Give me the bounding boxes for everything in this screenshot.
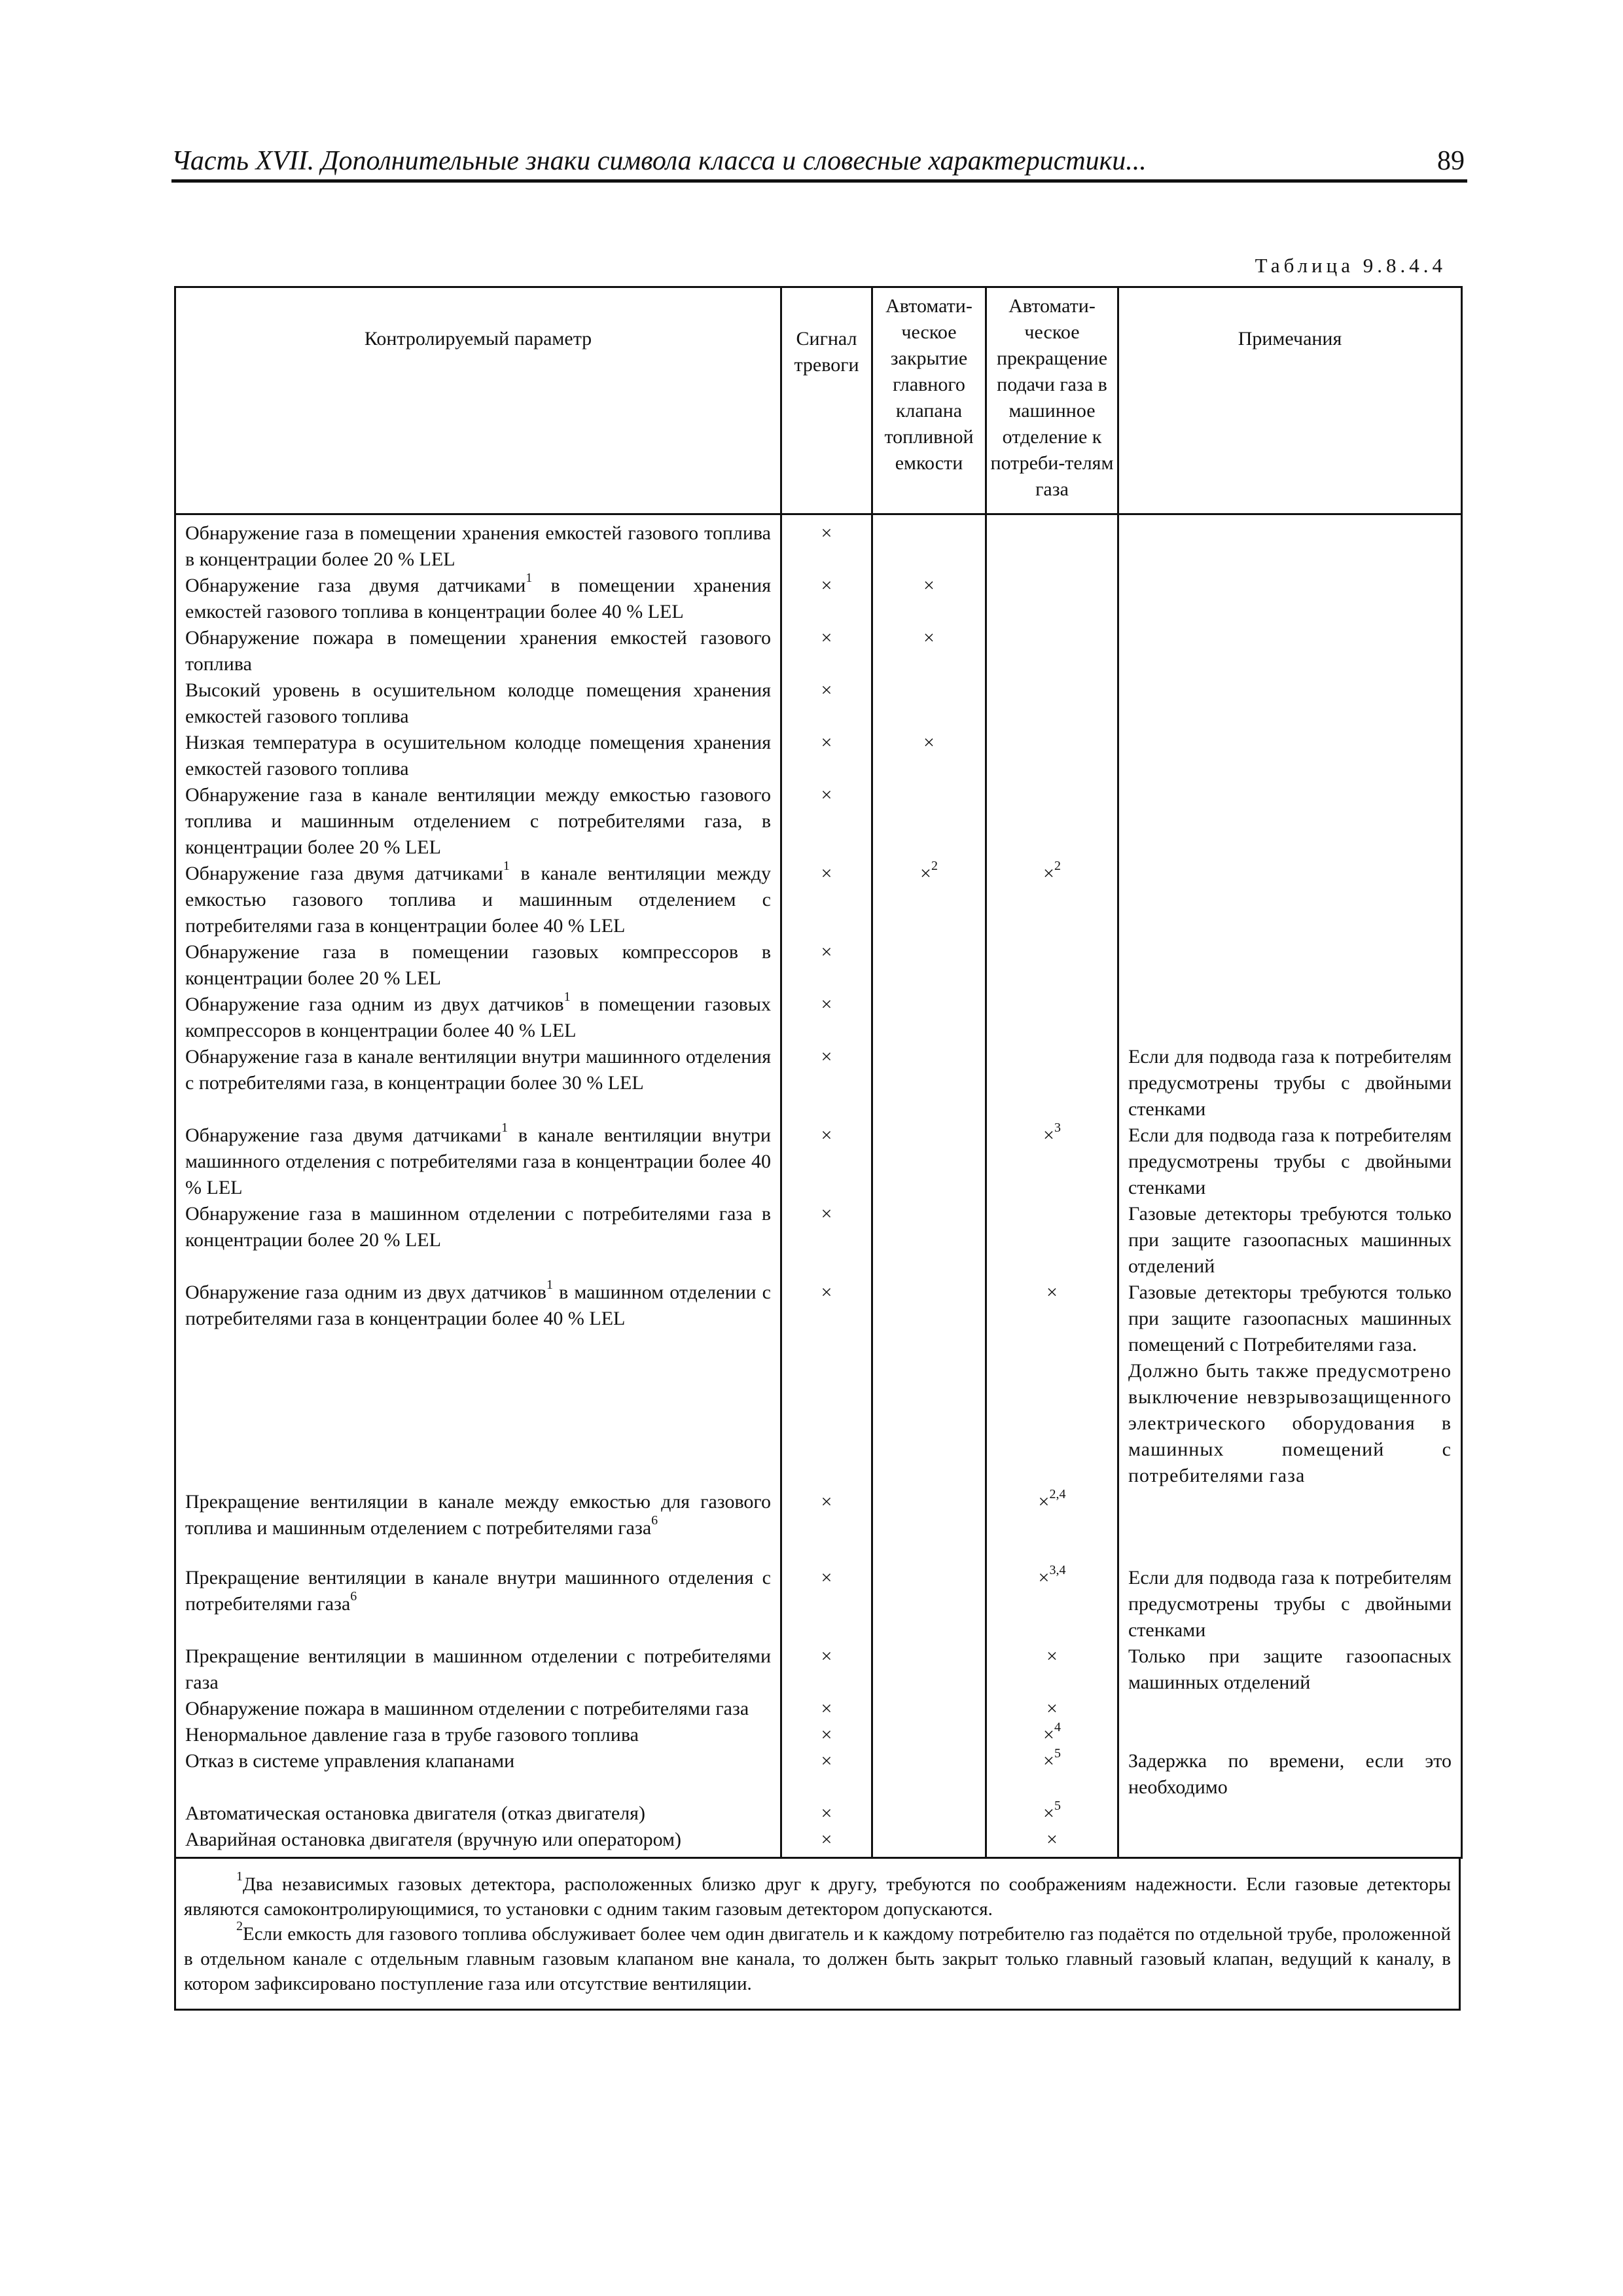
note-cell [1118,625,1462,677]
footnote-ref: 3,4 [1049,1563,1066,1577]
param-cell: Отказ в системе управления клапанами [175,1748,781,1801]
param-cell: Обнаружение газа в машинном отделении с потребителями газа в концентрации более 20 % LEL [175,1201,781,1280]
stop-gas-cell [986,992,1118,1044]
close-valve-cell [872,939,986,992]
table-row [175,1280,1462,1489]
close-valve-cell [872,1044,986,1122]
stop-gas-mark: ×$^4$ [986,1722,1118,1748]
footnote-ref: 3 [1054,1121,1061,1135]
alarm-mark: × [781,861,872,939]
close-valve-cell [872,1280,986,1489]
close-valve-cell [872,1722,986,1748]
table-row [175,625,1462,677]
param-cell: Низкая температура в осушительном колодце помещения хранения емкостей газового топлива [175,730,781,782]
close-valve-mark: × [872,625,986,677]
note-cell [1118,1827,1462,1858]
alarm-mark: × [781,1722,872,1748]
stop-gas-cell [986,939,1118,992]
note-cell [1118,677,1462,730]
table-row [175,1565,1462,1643]
stop-gas-cell [986,730,1118,782]
table-row [175,573,1462,625]
footnote-ref: 1 [501,1121,508,1135]
close-valve-cell [872,1489,986,1565]
stop-gas-cell [986,514,1118,573]
stop-gas-mark: ×$^5$ [986,1748,1118,1801]
alarm-mark: × [781,1044,872,1122]
table-row [175,861,1462,939]
table-row [175,514,1462,573]
table-row [175,1722,1462,1748]
page-number: 89 [1437,146,1465,176]
alarm-mark: × [781,514,872,573]
param-cell: Обнаружение газа в канале вентиляции внутри машинного отделения с потребителями газа, в концентрации более 30 % LEL [175,1044,781,1122]
table-row [175,1201,1462,1280]
header-close-valve: Автомати-ческое закрытие главного клапана топливной емкости [872,287,986,514]
footnote-number: 2 [236,1919,243,1934]
footnote-ref: 1 [526,571,533,585]
stop-gas-mark: × [986,1696,1118,1722]
header-stop-gas: Автомати-ческое прекращение подачи газа в машинное отделение к потреби-телям газа [986,287,1118,514]
note-cell [1118,1489,1462,1565]
stop-gas-mark: × [986,1827,1118,1858]
footnote-ref: 5 [1054,1799,1061,1813]
close-valve-mark: × [872,573,986,625]
param-cell: Обнаружение пожара в машинном отделении с потребителями газа [175,1696,781,1722]
param-cell: Обнаружение газа двумя датчиками$^1$ в канале вентиляции внутри машинного отделения с потребителями газа в концентрации более 40 % LEL [175,1122,781,1201]
param-cell: Обнаружение газа двумя датчиками$^1$ в помещении хранения емкостей газового топлива в концентрации более 40 % LEL [175,573,781,625]
alarm-mark: × [781,730,872,782]
close-valve-cell [872,782,986,861]
close-valve-cell [872,1201,986,1280]
alarm-mark: × [781,939,872,992]
stop-gas-mark: × [986,1643,1118,1696]
close-valve-cell [872,677,986,730]
footnote-ref: 2 [1054,859,1061,873]
stop-gas-cell [986,677,1118,730]
close-valve-cell [872,1696,986,1722]
stop-gas-mark: ×$^{3,4}$ [986,1565,1118,1643]
footnotes-box [174,1859,1461,2011]
param-cell: Прекращение вентиляции в канале внутри машинного отделения с потребителями газа$^6$ [175,1565,781,1643]
footnote-ref: 1 [563,990,571,1004]
note-text: Газовые детекторы требуются только при защите газоопасных машинных помещений с Потребителями газа. [1128,1282,1452,1355]
close-valve-cell [872,1801,986,1827]
stop-gas-cell [986,1201,1118,1280]
footnote-number: 1 [236,1869,243,1884]
table-row [175,1696,1462,1722]
note-cell [1118,861,1462,939]
table-row [175,782,1462,861]
alarm-mark: × [781,992,872,1044]
alarm-mark: × [781,1565,872,1643]
footnote-ref: 4 [1054,1720,1061,1734]
stop-gas-mark: × [986,1280,1118,1489]
note-cell [1118,939,1462,992]
footnote-ref: 2 [931,859,938,873]
table-row [175,1801,1462,1827]
header-alarm: Сигнал тревоги [781,287,872,514]
param-cell: Автоматическая остановка двигателя (отказ двигателя) [175,1801,781,1827]
close-valve-cell [872,1565,986,1643]
running-title: Часть XVII. Дополнительные знаки символа класса и словесные характеристики... [171,146,1147,176]
table-row [175,939,1462,992]
param-cell: Обнаружение газа двумя датчиками$^1$ в канале вентиляции между емкостью газового топлива и машинным отделением с потребителями газа в концентрации более 40 % LEL [175,861,781,939]
table-row [175,1122,1462,1201]
footnote-ref: 2,4 [1049,1487,1066,1501]
alarm-mark: × [781,1696,872,1722]
footnote-1: $^1$Два независимых газовых детектора, расположенных близко друг к другу, требуются по соображениям надежности. Если газовые детекторы являются самоконтролирующимися, то установки с одним таким газовым детектором допускаются. [184,1869,1451,1920]
stop-gas-mark: ×$^2$ [986,861,1118,939]
table-row [175,1489,1462,1565]
header-notes: Примечания [1118,287,1462,514]
note-cell [1118,1280,1462,1489]
param-cell: Обнаружение газа в помещении газовых компрессоров в концентрации более 20 % LEL [175,939,781,992]
param-cell: Высокий уровень в осушительном колодце помещения хранения емкостей газового топлива [175,677,781,730]
note-cell: Если для подвода газа к потребителям предусмотрены трубы с двойными стенками [1118,1122,1462,1201]
note-cell: Если для подвода газа к потребителям предусмотрены трубы с двойными стенками [1118,1044,1462,1122]
note-text-extra: Должно быть также предусмотрено выключение невзрывозащищенного электрического оборудования в машинных помещений с потребителями газа [1128,1360,1452,1486]
alarm-mark: × [781,1489,872,1565]
note-cell: Только при защите газоопасных машинных отделений [1118,1643,1462,1696]
header-param: Контролируемый параметр [175,287,781,514]
footnote-2: $^2$Если емкость для газового топлива обслуживает более чем один двигатель и к каждому потребителю газ подаётся по отдельной трубе, проложенной в отдельном канале с отдельным главным газовым клапаном вне канала, то должен быть закрыт только главный газовый клапан, ведущий к каналу, в котором зафиксировано поступление газа или отсутствие вентиляции. [184,1919,1451,1994]
table-row [175,992,1462,1044]
table-header-row [175,287,1462,514]
alarm-mark: × [781,677,872,730]
note-cell [1118,730,1462,782]
alarm-table [174,286,1463,1859]
param-cell: Ненормальное давление газа в трубе газового топлива [175,1722,781,1748]
table-row [175,1827,1462,1858]
note-cell: Если для подвода газа к потребителям предусмотрены трубы с двойными стенками [1118,1565,1462,1643]
close-valve-cell [872,1122,986,1201]
alarm-mark: × [781,1201,872,1280]
alarm-mark: × [781,625,872,677]
close-valve-mark: × [872,730,986,782]
close-valve-cell [872,1827,986,1858]
param-cell: Обнаружение пожара в помещении хранения емкостей газового топлива [175,625,781,677]
param-cell: Обнаружение газа одним из двух датчиков$^1$ в помещении газовых компрессоров в концентрации более 40 % LEL [175,992,781,1044]
alarm-mark: × [781,1827,872,1858]
footnote-ref: 1 [546,1278,553,1292]
note-cell: Газовые детекторы требуются только при защите газоопасных машинных отделений [1118,1201,1462,1280]
alarm-mark: × [781,1801,872,1827]
note-cell [1118,992,1462,1044]
note-cell [1118,514,1462,573]
param-cell: Прекращение вентиляции в машинном отделении с потребителями газа [175,1643,781,1696]
page-header [171,143,1467,183]
close-valve-cell [872,1748,986,1801]
alarm-mark: × [781,573,872,625]
note-cell [1118,782,1462,861]
param-cell: Обнаружение газа в канале вентиляции между емкостью газового топлива и машинным отделением с потребителями газа, в концентрации более 20 % LEL [175,782,781,861]
alarm-mark: × [781,1122,872,1201]
param-cell: Обнаружение газа в помещении хранения емкостей газового топлива в концентрации более 20 % LEL [175,514,781,573]
note-cell [1118,1801,1462,1827]
table-row [175,1643,1462,1696]
footnote-ref: 6 [350,1589,357,1604]
stop-gas-mark: ×$^5$ [986,1801,1118,1827]
table-row [175,1044,1462,1122]
alarm-mark: × [781,782,872,861]
param-cell: Аварийная остановка двигателя (вручную или оператором) [175,1827,781,1858]
stop-gas-cell [986,1044,1118,1122]
param-cell: Прекращение вентиляции в канале между емкостью для газового топлива и машинным отделением с потребителями газа$^6$ [175,1489,781,1565]
stop-gas-cell [986,625,1118,677]
note-cell [1118,1722,1462,1748]
table-row [175,1748,1462,1801]
close-valve-cell [872,1643,986,1696]
table-row [175,730,1462,782]
stop-gas-mark: ×$^{2,4}$ [986,1489,1118,1565]
close-valve-cell [872,992,986,1044]
footnote-ref: 1 [503,859,510,873]
note-cell [1118,573,1462,625]
close-valve-mark: ×$^2$ [872,861,986,939]
footnote-ref: 6 [651,1513,658,1528]
stop-gas-mark: ×$^3$ [986,1122,1118,1201]
table-label: Таблица 9.8.4.4 [1255,254,1446,277]
stop-gas-cell [986,573,1118,625]
alarm-mark: × [781,1643,872,1696]
alarm-mark: × [781,1280,872,1489]
note-cell: Задержка по времени, если это необходимо [1118,1748,1462,1801]
stop-gas-cell [986,782,1118,861]
footnote-ref: 5 [1054,1746,1061,1761]
alarm-mark: × [781,1748,872,1801]
table-row [175,677,1462,730]
note-cell [1118,1696,1462,1722]
param-cell: Обнаружение газа одним из двух датчиков$^1$ в машинном отделении с потребителями газа в концентрации более 40 % LEL [175,1280,781,1489]
close-valve-cell [872,514,986,573]
